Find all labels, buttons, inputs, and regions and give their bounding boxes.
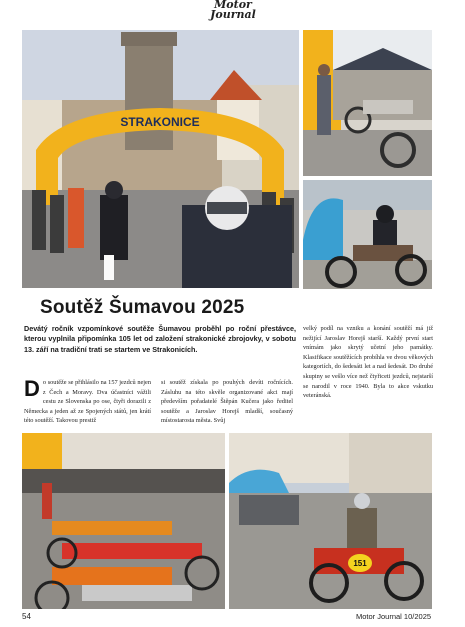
issue-label: Motor Journal 10/2025 <box>356 612 432 621</box>
race-number-plate: 151 <box>353 559 367 568</box>
page-number: 54 <box>22 612 31 621</box>
photo-paddock <box>303 30 432 176</box>
start-arch-illustration <box>22 30 299 288</box>
rider-illustration <box>303 180 432 289</box>
article-column-2: si soutěž získala po pouhých devíti ročnících. Zásluhu na této skvěle organizované akci mají především pořadatelé Štěpán Kučera jako ředitel soutěže a Jaroslav Horejš mladší, současný místostarosta města. Svůj <box>161 379 293 425</box>
photo-rider-151 <box>229 433 432 609</box>
article-column-3: velký podíl na vzniku a konání soutěží má již nežijící Jaroslav Horejš starší. Každý první start vnímám jako skrytý učetní jeho památky. Klasifikace soutěžících probíhla ve dvou věkových kategoriích, do šedesáti let a nad šedesát. Do druhé skupiny se vešlo více než čtyřiceti jezdců, nejstarší se narodil v roce 1940. Byla to akce vskutku veteránská. <box>303 325 433 400</box>
dropcap: D <box>24 376 40 401</box>
photo-rider <box>303 180 432 289</box>
rider-151-illustration <box>229 433 432 609</box>
article-column-1 <box>24 378 151 426</box>
article-lead: Devátý ročník vzpomínkové soutěže Šumavou proběhl po roční přestávce, kterou vyplnila připomínka 105 let od založení strakonické zbrojovky, v sobotu 13. září na tradiční trati se startem ve Strakonicích. <box>24 324 296 354</box>
column-1-text: o soutěže se přihlásilo na 157 jezdců nejen z Čech a Moravy. Dva účastníci vážili cestu ze Slovenska po ose, čtyři dorazili z Německa a jeden až ze Spojených států, jen krátí této soutěží. Takovou prestiž <box>24 379 151 425</box>
paddock-illustration <box>303 30 432 176</box>
photo-start-arch <box>22 30 299 288</box>
logo-line-1: Motor <box>214 0 252 11</box>
logo-line-2: Journal <box>210 8 256 21</box>
magazine-logo <box>205 0 261 24</box>
article-headline: Soutěž Šumavou 2025 <box>40 297 245 318</box>
lineup-illustration <box>22 433 225 609</box>
arch-banner-text: STRAKONICE <box>120 115 200 129</box>
photo-motorcycle-lineup <box>22 433 225 609</box>
